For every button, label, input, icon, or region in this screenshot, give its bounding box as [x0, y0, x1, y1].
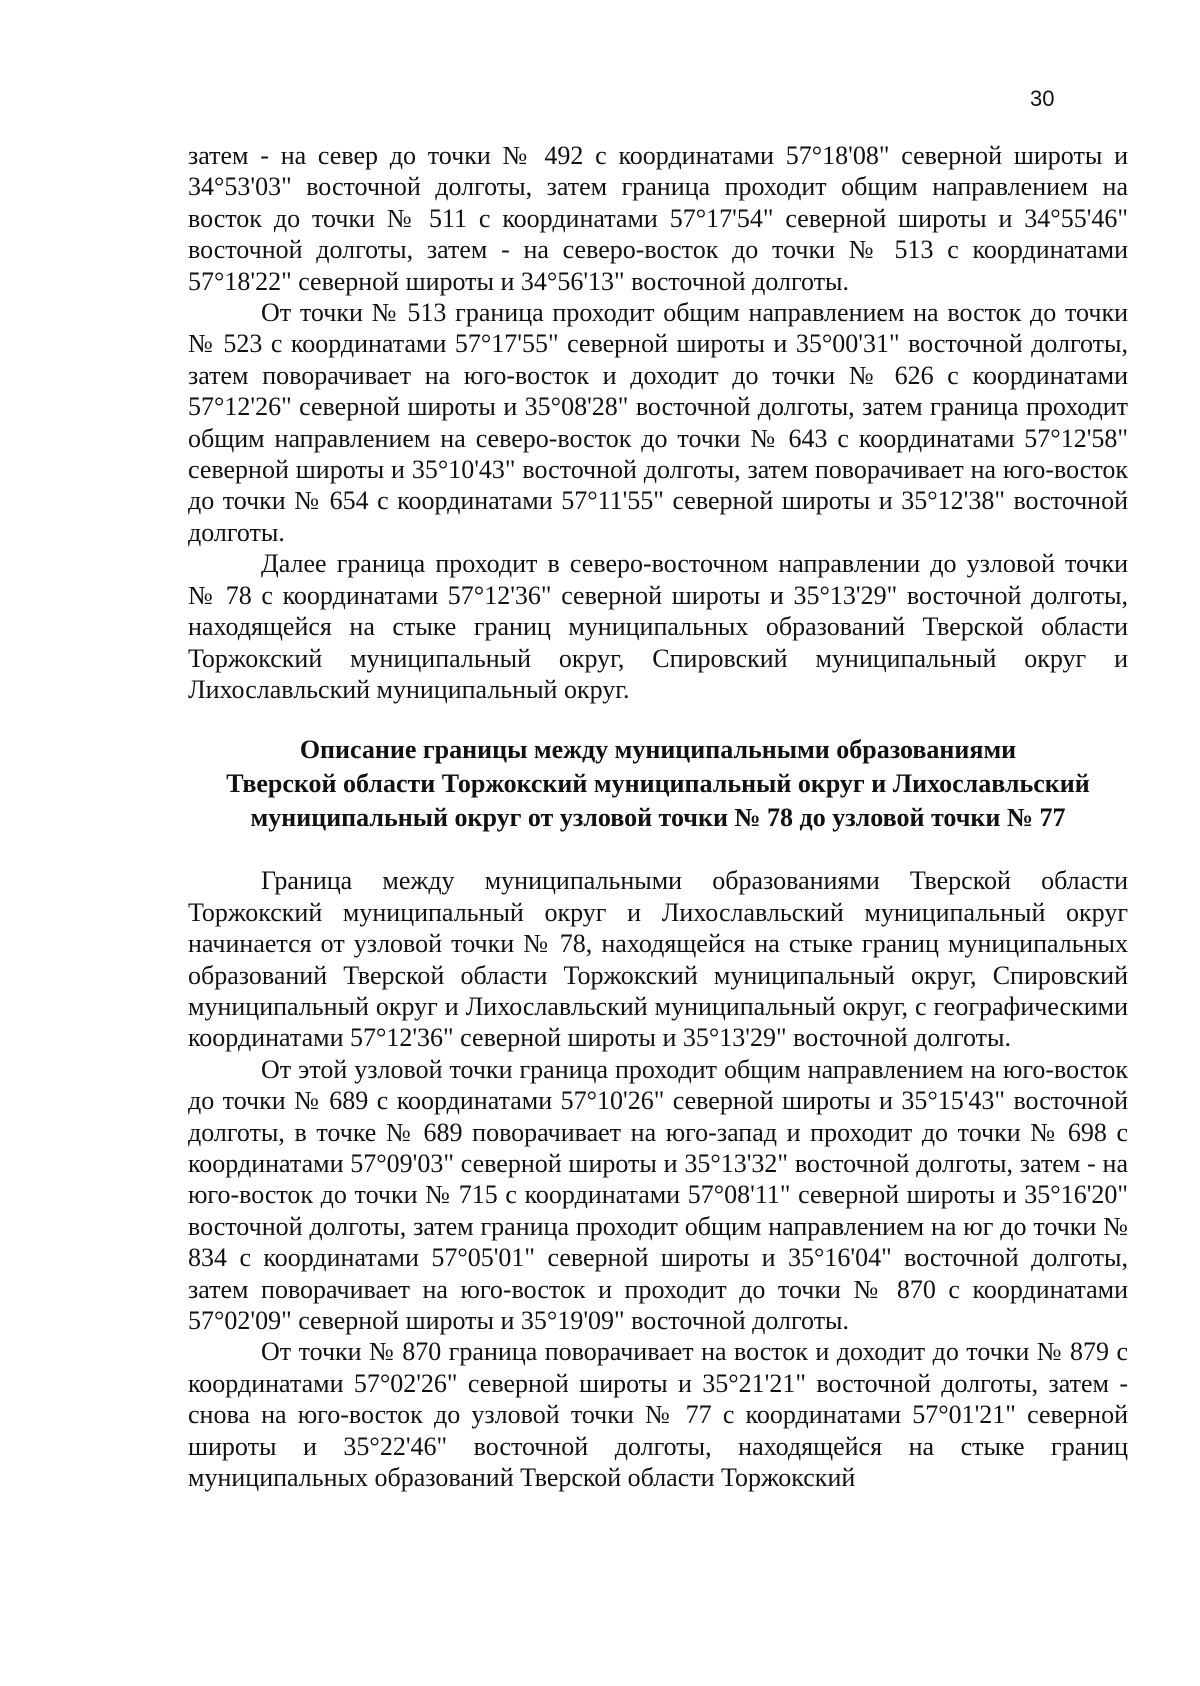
paragraph-node-point-78: Далее граница проходит в северо-восточном направлении до узловой точки № 78 с координатами 57°12'36" северной широты и 35°13'29" восточной долготы, находящейся на стыке границ муниципальных образований Тверской области Торжокский муниципальный округ, Спировский муниципальный округ и Лихославльский муниципальный округ.: [188, 549, 1128, 704]
section-heading-line-2: Тверской области Торжокский муниципальный округ и Лихославльский: [226, 769, 1090, 799]
paragraph-boundary-points-870-77: От точки № 870 граница поворачивает на восток и доходит до точки № 879 с координатами 57°02'26" северной широты и 35°21'21" восточной долготы, затем - снова на юго-восток до узловой точки № 77 с координатами 57°01'21" северной широты и 35°22'46" восточной долготы, находящейся на стыке границ муниципальных образований Тверской области Торжокский: [188, 1337, 1128, 1493]
page-number: 30: [1030, 86, 1055, 111]
paragraph-boundary-points-513-654: От точки № 513 граница проходит общим направлением на восток до точки № 523 с координатами 57°17'55" северной широты и 35°00'31" восточной долготы, затем поворачивает на юго-восток и доходит до точки № 626 с координатами 57°12'26" северной широты и 35°08'28" восточной долготы, затем граница проходит общим направлением на северо-восток до точки № 643 с координатами 57°12'58" северной широты и 35°10'43" восточной долготы, затем поворачивает на юго-восток до точки № 654 с координатами 57°11'55" северной широты и 35°12'38" восточной долготы.: [188, 298, 1128, 547]
paragraph-boundary-points-689-870: От этой узловой точки граница проходит общим направлением на юго-восток до точки № 689 с координатами 57°10'26" северной широты и 35°15'43" восточной долготы, в точке № 689 поворачивает на юго-запад и проходит до точки № 698 с координатами 57°09'03" северной широты и 35°13'32" восточной долготы, затем - на юго-восток до точки № 715 с координатами 57°08'11" северной широты и 35°16'20" восточной долготы, затем граница проходит общим направлением на юг до точки № 834 с координатами 57°05'01" северной широты и 35°16'04" восточной долготы, затем поворачивает на юго-восток и проходит до точки № 870 с координатами 57°02'09" северной широты и 35°19'09" восточной долготы.: [188, 1054, 1128, 1335]
paragraph-boundary-points-492-513: затем - на север до точки № 492 с координатами 57°18'08" северной широты и 34°53'03" восточной долготы, затем граница проходит общим направлением на восток до точки № 511 с координатами 57°17'54" северной широты и 34°55'46" восточной долготы, затем - на северо-восток до точки № 513 с координатами 57°18'22" северной широты и 34°56'13" восточной долготы.: [188, 141, 1128, 296]
paragraph-boundary-start: Граница между муниципальными образованиями Тверской области Торжокский муниципальный округ и Лихославльский муниципальный округ начинается от узловой точки № 78, находящейся на стыке границ муниципальных образований Тверской области Торжокский муниципальный округ, Спировский муниципальный округ и Лихославльский муниципальный округ, с географическими координатами 57°12'36" северной широты и 35°13'29" восточной долготы.: [188, 866, 1128, 1053]
section-heading-line-3: муниципальный округ от узловой точки № 78 до узловой точки № 77: [250, 803, 1066, 833]
document-body: [188, 140, 1128, 1493]
section-heading-line-1: Описание границы между муниципальными образованиями: [299, 735, 1017, 765]
section-heading: [188, 733, 1128, 835]
